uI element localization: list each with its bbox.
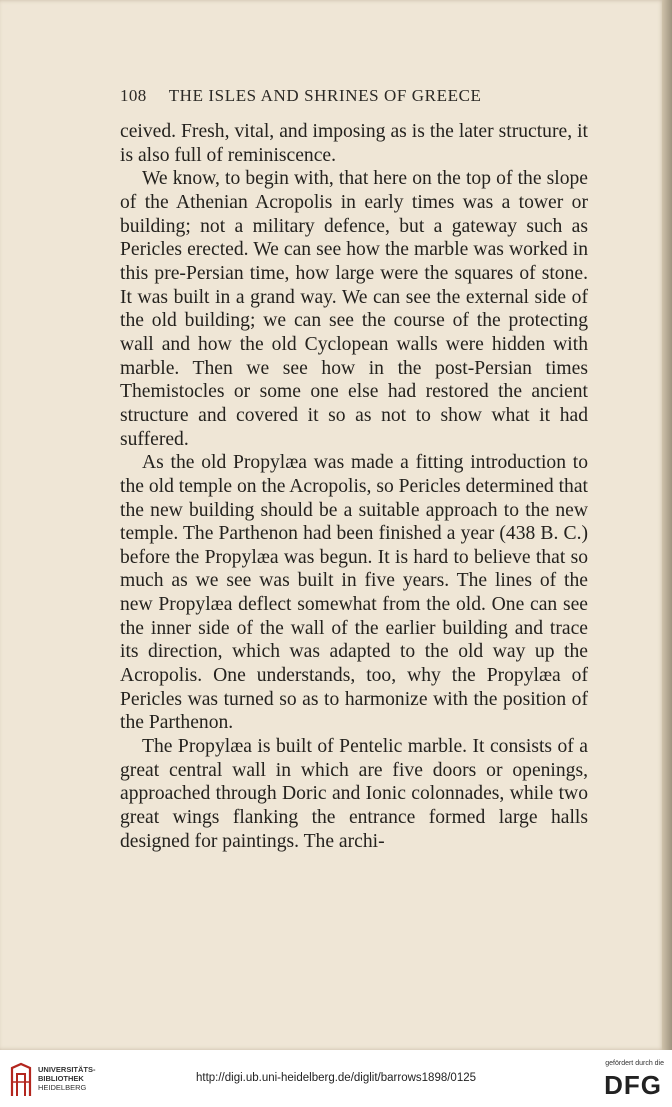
running-head bbox=[120, 86, 590, 106]
page-number: 108 bbox=[120, 86, 147, 105]
permalink-url[interactable]: http://digi.ub.uni-heidelberg.de/diglit/barrows1898/0125 bbox=[195, 1072, 477, 1084]
library-line-2: BIBLIOTHEK bbox=[38, 1074, 84, 1083]
paragraph-4: The Propylæa is built of Pentelic marble. It consists of a great central wall in which are five doors or openings, approached through Doric and Ionic colonnades, while two great wings flanking the entrance formed large halls designed for paintings. The archi- bbox=[120, 736, 588, 852]
footer-bar bbox=[0, 1050, 672, 1107]
paragraph-2: We know, to begin with, that here on the top of the slope of the Athenian Acropolis in early times was a tower or building; not a military defence, but a gateway such as Pericles erected. We can see how the marble was worked in this pre-Persian time, how large were the squares of stone. It was built in a grand way. We can see the external side of the old building; we can see the course of the protecting wall and how the old Cyclopean walls were hidden with marble. Then we see how in the post-Persian times Themistocles or some one else had restored the ancient structure and covered it so as not to show what it had suffered. bbox=[120, 168, 588, 450]
page-edge bbox=[662, 0, 672, 1050]
running-title: THE ISLES AND SHRINES OF GREECE bbox=[168, 86, 482, 105]
sponsor-caption: gefördert durch die bbox=[605, 1060, 664, 1067]
library-line-1: UNIVERSITÄTS- bbox=[38, 1065, 96, 1074]
body-text bbox=[120, 120, 588, 853]
library-line-3: HEIDELBERG bbox=[38, 1083, 87, 1092]
paragraph-1: ceived. Fresh, vital, and imposing as is the later structure, it is also full of reminiscence. bbox=[120, 121, 588, 166]
paragraph-3: As the old Propylæa was made a fitting introduction to the old temple on the Acropolis, so Pericles determined that the new building should be a suitable approach to the new temple. The Parthenon had been finished a year (438 B. C.) before the Propylæa was begun. It is hard to believe that so much as we see was built in five years. The lines of the new Propylæa deflect somewhat from the old. One can see the inner side of the wall of the earlier building and trace its direction, which was adapted to the old way up the Acropolis. One understands, too, why the Propylæa of Pericles was turned so as to harmonize with the position of the Parthenon. bbox=[120, 452, 588, 734]
dfg-logo-icon: DFG bbox=[604, 1070, 662, 1100]
